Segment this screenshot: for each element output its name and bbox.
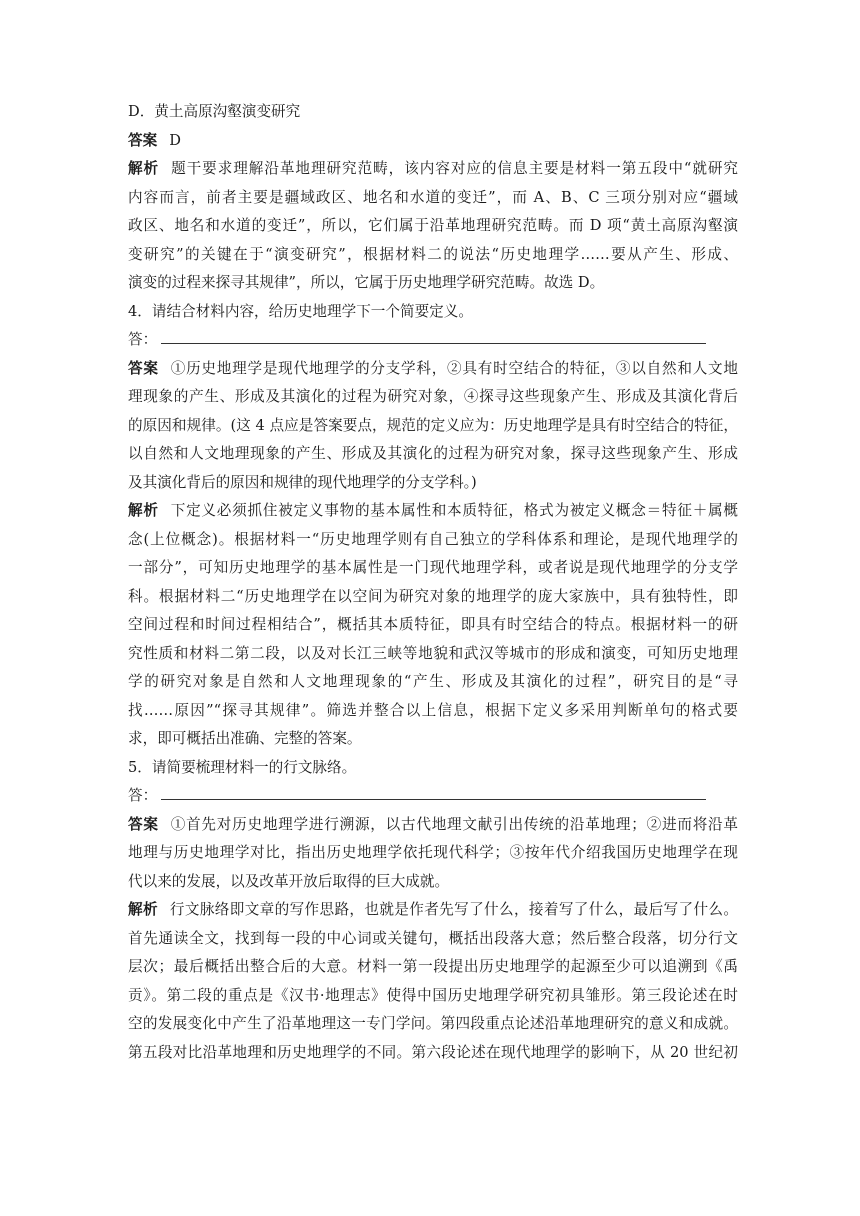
q5-blank-line: [128, 782, 738, 811]
q5-answer-line: 代以来的发展，以及改革开放后取得的巨大成就。: [128, 872, 450, 890]
answer-blank[interactable]: [161, 784, 706, 800]
q3-analysis-line: 内容而言，前者主要是疆域政区、地名和水道的变迁”，而 A、B、C 三项分别对应“疆域: [128, 188, 738, 206]
q4-analysis-line: 求，即可概括出准确、完整的答案。: [128, 730, 362, 747]
q5-analysis-line: 第五段对比沿革地理和历史地理学的不同。第六段论述在现代地理学的影响下，从 20 世纪初: [128, 1043, 738, 1061]
answer-label: 答案: [128, 359, 159, 377]
option-d: D．黄土高原沟壑演变研究: [128, 103, 301, 120]
q4-answer-line: 及其演化背后的原因和规律的现代地理学的分支学科。): [128, 473, 477, 491]
q4-answer-line: 理现象的产生、形成及其演化的过程为研究对象，④探寻这些现象产生、形成及其演化背后: [128, 388, 738, 405]
answer-label: 答案: [128, 815, 159, 833]
q5-answer-line: 地理与历史地理学对比，指出历史地理学依托现代科学；③按年代介绍我国历史地理学在现: [128, 844, 738, 861]
q4-answer-line: 答案 ①历史地理学是现代地理学的分支学科，②具有时空结合的特征，③以自然和人文地: [128, 359, 738, 377]
q3-analysis-line: 政区、地名和水道的变迁”，所以，它们属于沿革地理研究范畴。而 D 项“黄土高原沟壑演: [128, 217, 738, 234]
q5-analysis-line: 解析 行文脉络即文章的写作思路，也就是作者先写了什么，接着写了什么，最后写了什么。: [128, 901, 738, 918]
q4-analysis-line: 解析 下定义必须抓住被定义事物的基本属性和本质特征，格式为被定义概念＝特征＋属概: [128, 502, 738, 519]
analysis-label: 解析: [128, 160, 160, 177]
answer-label: 答案: [128, 131, 158, 149]
q4-answer-line: 以自然和人文地理现象的产生、形成及其演化的过程为研究对象，探寻这些现象产生、形成: [128, 445, 738, 462]
q4-question: 4．请结合材料内容，给历史地理学下一个简要定义。: [128, 302, 473, 320]
document-page: [128, 98, 738, 1067]
q4-analysis-line: 空间过程和时间过程相结合”，概括其本质特征，即具有时空结合的特点。根据材料一的研: [128, 616, 738, 633]
q4-analysis-line: 念(上位概念)。根据材料一“历史地理学则有自己独立的学科体系和理论，是现代地理学的: [128, 530, 738, 548]
q4-analysis-line: 一部分”，可知历史地理学的基本属性是一门现代地理学科，或者说是现代地理学的分支学: [128, 559, 738, 576]
q3-analysis-line: 解析 题干要求理解沿革地理研究范畴，该内容对应的信息主要是材料一第五段中“就研究: [128, 160, 738, 177]
q4-analysis-line: 究性质和材料二第二段，以及对长江三峡等地貌和武汉等城市的形成和演变，可知历史地理: [128, 644, 738, 662]
q4-analysis-line: 找……原因”“探寻其规律”。筛选并整合以上信息，根据下定义多采用判断单句的格式要: [128, 701, 738, 719]
q5-question: 5．请简要梳理材料一的行文脉络。: [128, 758, 357, 776]
blank-label: 答：: [128, 331, 158, 348]
q4-analysis-line: 科。根据材料二“历史地理学在以空间为研究对象的地理学的庞大家族中，具有独特性，即: [128, 587, 738, 605]
q3-answer: [128, 127, 738, 156]
q5-analysis-line: 空的发展变化中产生了沿革地理这一专门学问。第四段重点论述沿革地理研究的意义和成就。: [128, 1015, 738, 1032]
answer-value: D: [169, 131, 181, 149]
q4-analysis-line: 学的研究对象是自然和人文地理现象的“产生、形成及其演化的过程”，研究目的是“寻: [128, 673, 738, 690]
analysis-label: 解析: [128, 901, 158, 918]
answer-blank[interactable]: [161, 328, 706, 344]
q5-answer-line: 答案 ①首先对历史地理学进行溯源，以古代地理文献引出传统的沿革地理；②进而将沿革: [128, 815, 738, 833]
q5-analysis-line: 贡》。第二段的重点是《汉书·地理志》使得中国历史地理学研究初具雏形。第三段论述在时: [128, 986, 738, 1004]
q5-analysis-line: 层次；最后概括出整合后的大意。材料一第一段提出历史地理学的起源至少可以追溯到《禹: [128, 958, 738, 975]
analysis-label: 解析: [128, 502, 159, 519]
q4-answer-line: 的原因和规律。(这 4 点应是答案要点，规范的定义应为：历史地理学是具有时空结合的特征，: [128, 416, 738, 434]
q4-blank-line: [128, 326, 738, 355]
q3-analysis-line: 变研究”的关键在于“演变研究”，根据材料二的说法“历史地理学……要从产生、形成、: [128, 245, 738, 263]
q3-analysis-line: 演变的过程来探寻其规律”，所以，它属于历史地理学研究范畴。故选 D。: [128, 274, 605, 291]
q5-analysis-line: 首先通读全文，找到每一段的中心词或关键句，概括出段落大意；然后整合段落，切分行文: [128, 929, 738, 947]
blank-label: 答：: [128, 787, 158, 804]
